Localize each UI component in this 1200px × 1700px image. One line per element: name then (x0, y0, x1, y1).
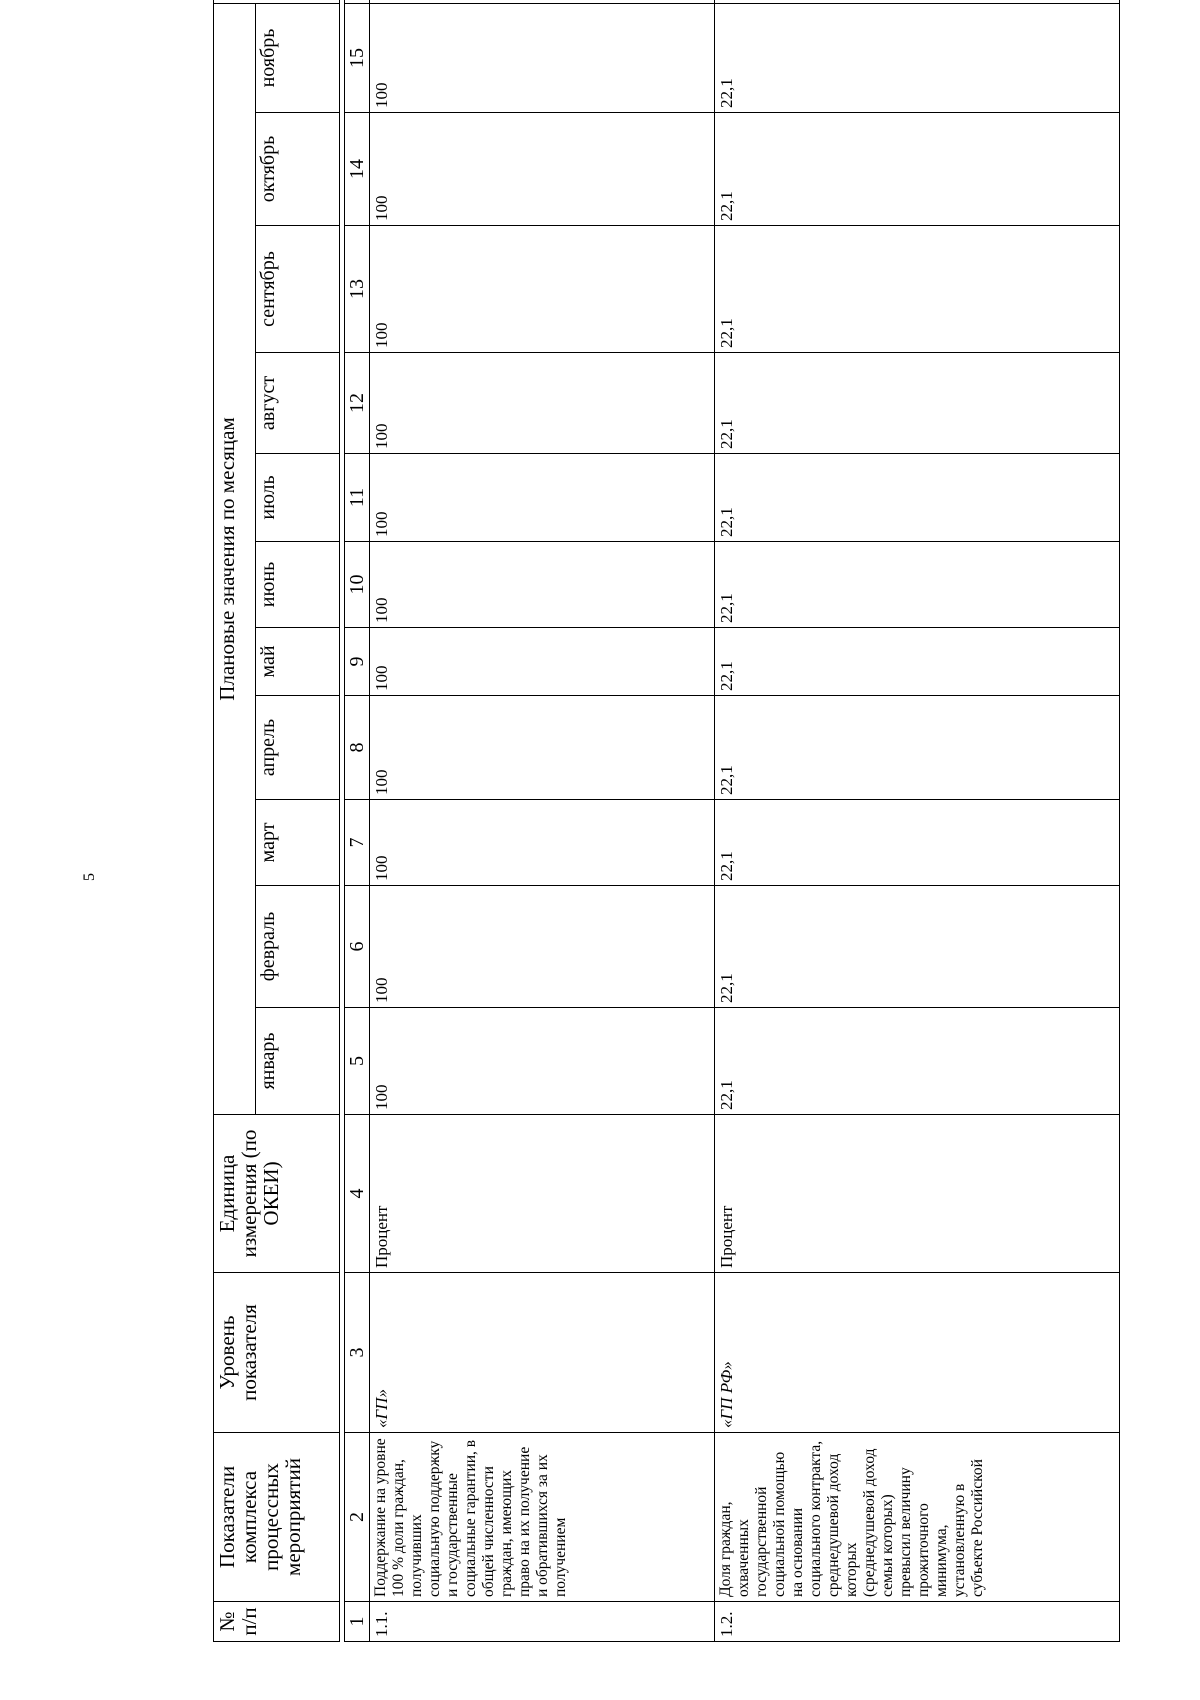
month-value: 22,1 (715, 886, 1120, 1008)
column-number: 5 (345, 1008, 370, 1115)
indicator-level: «ГП РФ» (715, 1273, 1120, 1433)
row-number: 1.2. (715, 1602, 1120, 1642)
month-value: 100 (370, 226, 715, 353)
header-month: август (256, 353, 340, 454)
header-month: февраль (256, 886, 340, 1008)
column-number: 13 (345, 226, 370, 353)
page-number: 5 (81, 873, 98, 881)
month-value: 100 (370, 1008, 715, 1115)
month-value: 100 (370, 353, 715, 454)
column-number: 4 (345, 1115, 370, 1273)
table-row (715, 0, 1120, 1642)
month-value: 22,1 (715, 4, 1120, 113)
indicator-level: «ГП» (370, 1273, 715, 1433)
header-unit: Единица измерения (по ОКЕИ) (214, 1115, 340, 1273)
column-number: 11 (345, 454, 370, 542)
column-number: 7 (345, 800, 370, 886)
row-number: 1.1. (370, 1602, 715, 1642)
month-value: 100 (370, 542, 715, 628)
column-number: 6 (345, 886, 370, 1008)
header-month: январь (256, 1008, 340, 1115)
header-month: ноябрь (256, 4, 340, 113)
month-value: 100 (370, 4, 715, 113)
indicator-name: Поддержание на уровне 100 % доли граждан, получивших социальную поддержку и государственные социальные гарантии, в общей численности граждан, имеющих право на их получение и обратившихся за их получением (370, 1433, 715, 1602)
header-plan-values: Плановые значения по месяцам (214, 4, 256, 1115)
header-indicator: Показатели комплекса процессных мероприятий (214, 1433, 340, 1602)
header-month: октябрь (256, 113, 340, 226)
header-month: март (256, 800, 340, 886)
column-number: 15 (345, 4, 370, 113)
month-value: 22,1 (715, 696, 1120, 800)
month-value: 22,1 (715, 800, 1120, 886)
month-value: 22,1 (715, 113, 1120, 226)
header-month: апрель (256, 696, 340, 800)
month-value: 22,1 (715, 226, 1120, 353)
column-number: 12 (345, 353, 370, 454)
month-value: 22,1 (715, 628, 1120, 696)
column-number: 2 (345, 1433, 370, 1602)
indicator-name: Доля граждан, охваченных государственной социальной помощью на основании социального контракта, среднедушевой доход которых (среднедушевой доход семьи которых) превысил величину прожиточного минимума, установленную в субъекте Российской (715, 1433, 1120, 1602)
indicator-unit: Процент (370, 1115, 715, 1273)
month-value: 100 (370, 113, 715, 226)
month-value: 100 (370, 800, 715, 886)
month-value: 100 (370, 696, 715, 800)
header-num: № п/п (214, 1602, 340, 1642)
indicator-unit: Процент (715, 1115, 1120, 1273)
header-month: июнь (256, 542, 340, 628)
month-value: 100 (370, 454, 715, 542)
month-value: 100 (370, 628, 715, 696)
column-number: 10 (345, 542, 370, 628)
column-number (345, 0, 370, 4)
column-number: 8 (345, 696, 370, 800)
column-number: 1 (345, 1602, 370, 1642)
header-month: май (256, 628, 340, 696)
year-end-value (370, 0, 715, 4)
month-value: 100 (370, 886, 715, 1008)
header-month: сентябрь (256, 226, 340, 353)
column-number: 14 (345, 113, 370, 226)
year-end-value (715, 0, 1120, 4)
month-value: 22,1 (715, 1008, 1120, 1115)
plan-values-table (213, 0, 1120, 1642)
table-row (370, 0, 715, 1642)
month-value: 22,1 (715, 353, 1120, 454)
column-number: 3 (345, 1273, 370, 1433)
month-value: 22,1 (715, 454, 1120, 542)
rotated-table-container (213, 28, 1120, 1642)
header-month: июль (256, 454, 340, 542)
header-level: Уровень показателя (214, 1273, 340, 1433)
month-value: 22,1 (715, 542, 1120, 628)
column-number: 9 (345, 628, 370, 696)
